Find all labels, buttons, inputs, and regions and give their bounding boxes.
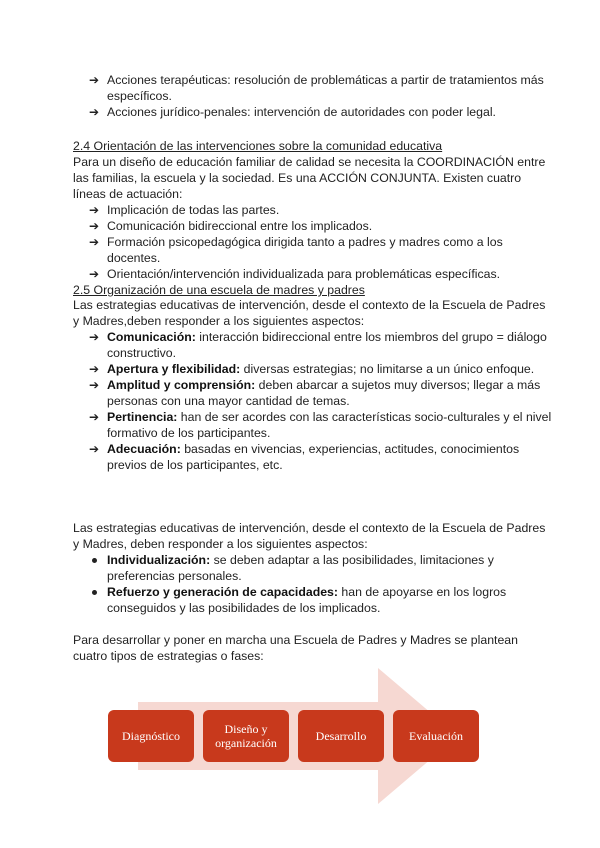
list-item: [89, 361, 559, 377]
section-2-5-list: [89, 329, 559, 473]
phases-intro: Para desarrollar y poner en marcha una Escuela de Padres y Madres se plantean cuatro tipos de estrategias o fases:: [73, 633, 518, 663]
section-2-5-intro: Las estrategias educativas de intervención, desde el contexto de la Escuela de Padres y Madres,deben responder a los siguientes aspectos:: [73, 298, 546, 328]
section-2-6-list: [89, 552, 559, 616]
section-2-4-list: [89, 202, 559, 282]
list-item: [89, 329, 559, 361]
list-item-text: Implicación de todas las partes.: [107, 203, 280, 217]
section-2-4-intro: Para un diseño de educación familiar de calidad se necesita la COORDINACIÓN entre las familias, la escuela y la sociedad. Es una ACCIÓN CONJUNTA. Existen cuatro líneas de actuación:: [73, 155, 546, 201]
bullet-dot-icon: [92, 558, 97, 563]
list-item-text: diversas estrategias; no limitarse a un único enfoque.: [240, 362, 535, 376]
arrow-bullet-icon: ➔: [89, 219, 100, 233]
section-2-6-intro: Las estrategias educativas de intervención, desde el contexto de la Escuela de Padres y Madres, deben responder a los siguientes aspectos:: [73, 521, 546, 551]
list-item: [89, 104, 559, 120]
list-item: [89, 266, 559, 282]
list-item-text: basadas en vivencias, experiencias, actitudes, conocimientos previos de los participantes, etc.: [107, 442, 520, 472]
section-heading-2-5: 2.5 Organización de una escuela de madres y padres: [73, 283, 365, 297]
arrow-bullet-icon: ➔: [89, 442, 100, 456]
arrow-bullet-icon: ➔: [89, 203, 100, 217]
arrow-bullet-icon: ➔: [89, 330, 100, 344]
list-item-text: Acciones terapéuticas: resolución de problemáticas a partir de tratamientos más específicos.: [107, 73, 544, 103]
phase-desarrollo: Desarrollo: [298, 710, 384, 762]
list-item: [89, 552, 559, 584]
list-item-text: Formación psicopedagógica dirigida tanto a padres y madres como a los docentes.: [107, 235, 503, 265]
arrow-bullet-icon: ➔: [89, 73, 100, 87]
arrow-bullet-icon: ➔: [89, 410, 100, 424]
list-item-text: deben abarcar a sujetos muy diversos; llegar a más personas con una mayor cantidad de temas.: [107, 378, 541, 408]
phase-evaluacion: Evaluación: [393, 710, 479, 762]
list-item-text: Comunicación bidireccional entre los implicados.: [107, 219, 373, 233]
list-item-term: Amplitud y comprensión:: [107, 378, 256, 392]
section-heading-2-4: 2.4 Orientación de las intervenciones sobre la comunidad educativa: [73, 139, 443, 153]
list-item-term: Pertinencia:: [107, 410, 178, 424]
list-item: [89, 409, 559, 441]
arrow-bullet-icon: ➔: [89, 235, 100, 249]
list-item-text: Acciones jurídico-penales: intervención de autoridades con poder legal.: [107, 105, 496, 119]
list-item: [89, 234, 559, 266]
arrow-bullet-icon: ➔: [89, 105, 100, 119]
bullet-dot-icon: [92, 590, 97, 595]
list-item: [89, 377, 559, 409]
list-item-term: Refuerzo y generación de capacidades:: [107, 585, 338, 599]
list-item-text: han de apoyarse en los logros conseguidos y las posibilidades de los implicados.: [107, 585, 507, 615]
list-item: [89, 218, 559, 234]
list-item-term: Adecuación:: [107, 442, 181, 456]
list-item: [89, 202, 559, 218]
phase-diseno-organizacion: Diseño y organización: [203, 710, 289, 762]
therapeutic-actions-list: [89, 72, 559, 120]
list-item-text: se deben adaptar a las posibilidades, limitaciones y preferencias personales.: [107, 553, 494, 583]
list-item: [89, 584, 559, 616]
arrow-bullet-icon: ➔: [89, 362, 100, 376]
phase-diagnostico: Diagnóstico: [108, 710, 194, 762]
list-item-text: han de ser acordes con las características socio-culturales y el nivel formativo de los participantes.: [107, 410, 552, 440]
list-item: [89, 72, 559, 104]
list-item-text: interacción bidireccional entre los miembros del grupo = diálogo constructivo.: [107, 330, 547, 360]
arrow-bullet-icon: ➔: [89, 267, 100, 281]
list-item: [89, 441, 559, 473]
list-item-term: Comunicación:: [107, 330, 196, 344]
list-item-term: Individualización:: [107, 553, 211, 567]
list-item-term: Apertura y flexibilidad:: [107, 362, 241, 376]
phases-diagram: [108, 668, 488, 804]
arrow-bullet-icon: ➔: [89, 378, 100, 392]
list-item-text: Orientación/intervención individualizada para problemáticas específicas.: [107, 267, 501, 281]
